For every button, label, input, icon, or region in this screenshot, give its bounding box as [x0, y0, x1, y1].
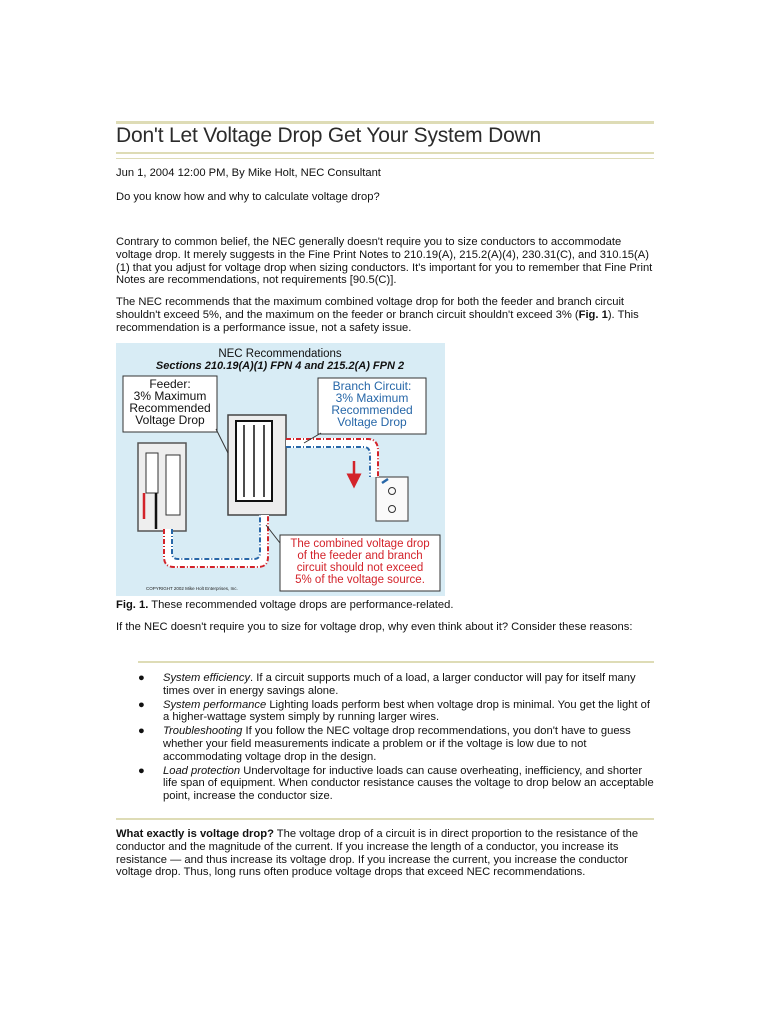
- list-item-term: Troubleshooting: [163, 725, 243, 738]
- combined-label-line-4: 5% of the voltage source.: [295, 574, 425, 586]
- title-bottom-rule-2: [116, 158, 654, 159]
- list-item-term: Load protection: [163, 764, 241, 777]
- paragraph-2: [116, 296, 656, 334]
- caption-text: These recommended voltage drops are performance-related.: [148, 599, 454, 611]
- paragraph-1: Contrary to common belief, the NEC generally doesn't require you to size conductors to accommodate voltage drop. It merely suggests in the Fine Print Notes to 210.19(A), 215.2(A)(4), 230.31(C), and 310.15(A)(1) that you adjust for voltage drop when sizing conductors. It's important for you to remember that Fine Print Notes are recommendations, not requirements [90.5(C)].: [116, 236, 653, 287]
- branch-label-line-4: Voltage Drop: [337, 415, 407, 429]
- paragraph-4-heading: What exactly is voltage drop?: [116, 828, 274, 840]
- figure-nec-recommendations: [116, 343, 445, 596]
- figure-diagram: [116, 343, 445, 596]
- figure-subtitle: Sections 210.19(A)(1) FPN 4 and 215.2(A) FPN 2: [155, 360, 405, 372]
- paragraph-2-text-b: ). This recommendation is a performance issue, not a safety issue.: [116, 308, 639, 334]
- reasons-list: [136, 672, 658, 804]
- caption-label: Fig. 1.: [116, 599, 149, 611]
- bullet: ●: [138, 698, 145, 711]
- feeder-label-line-2: 3% Maximum: [133, 389, 207, 403]
- paragraph-4-text: The voltage drop of a circuit is in direct proportion to the resistance of the conductor and the magnitude of the current. If you increase the length of a conductor, you increase its resistance — and thus increase its voltage drop. If you increase the current, you increase the conductor voltage drop. Thus, long runs often produce voltage drops that exceed NEC recommendations.: [116, 828, 639, 879]
- list-item-term: System performance: [163, 698, 267, 711]
- list-item-term: System efficiency: [163, 672, 251, 684]
- list-item: [136, 725, 658, 763]
- combined-label-line-2: of the feeder and branch: [297, 550, 423, 562]
- paragraph-3: If the NEC doesn't require you to size for voltage drop, why even think about it? Consider these reasons:: [116, 621, 633, 633]
- branch-label-line-2: 3% Maximum: [335, 391, 409, 405]
- bullet: ●: [138, 725, 145, 738]
- combined-label-line-1: The combined voltage drop: [290, 538, 430, 550]
- list-item-text: If you follow the NEC voltage drop recommendations, you don't have to guess whether your field measurements indicate a problem or if the voltage is low due to not accommodating voltage drop in the design.: [163, 725, 631, 763]
- figure-caption: [116, 599, 656, 611]
- figure-reference: Fig. 1: [578, 308, 608, 321]
- list-item-text: Undervoltage for inductive loads can cause overheating, inefficiency, and shorter life span of equipment. When conductor resistance causes the voltage to drop below an acceptable point, increase the conductor size.: [163, 764, 654, 803]
- bullet: ●: [138, 764, 145, 777]
- list-item-text: . If a circuit supports much of a load, a larger conductor will pay for itself many times over in energy savings alone.: [163, 672, 636, 697]
- byline: Jun 1, 2004 12:00 PM, By Mike Holt, NEC Consultant: [116, 167, 381, 179]
- bullets-top-rule: [138, 661, 654, 663]
- feeder-label-line-3: Recommended: [129, 401, 211, 415]
- title-bottom-rule: [116, 152, 654, 154]
- feeder-label-line-1: Feeder:: [149, 377, 191, 391]
- list-item-text: Lighting loads perform best when voltage drop is minimal. You get the light of a higher-wattage system simply by running larger wires.: [163, 698, 650, 724]
- bullets-bottom-rule: [116, 818, 654, 820]
- article-title: Don't Let Voltage Drop Get Your System Down: [116, 124, 541, 147]
- figure-copyright: COPYRIGHT 2002 Mike Holt Enterprises, Inc.: [146, 586, 238, 591]
- service-terminals: [166, 455, 180, 515]
- receptacle: [376, 477, 408, 521]
- paragraph-4: [116, 828, 656, 879]
- list-item: [136, 765, 658, 803]
- feeder-label-line-4: Voltage Drop: [135, 413, 205, 427]
- paragraph-2-text-a: The NEC recommends that the maximum combined voltage drop for both the feeder and branch circuit shouldn't exceed 5%, and the maximum on the feeder or branch circuit shouldn't exceed 3% (: [116, 296, 625, 321]
- branch-label-line-1: Branch Circuit:: [332, 379, 412, 393]
- list-item: [136, 672, 658, 698]
- branch-label-line-3: Recommended: [331, 403, 413, 417]
- intro-question: Do you know how and why to calculate voltage drop?: [116, 191, 380, 203]
- figure-title: NEC Recommendations: [218, 348, 342, 360]
- combined-label-line-3: circuit should not exceed: [296, 562, 424, 574]
- bullet: ●: [138, 672, 145, 684]
- service-breaker: [146, 453, 158, 493]
- list-item: [136, 699, 658, 725]
